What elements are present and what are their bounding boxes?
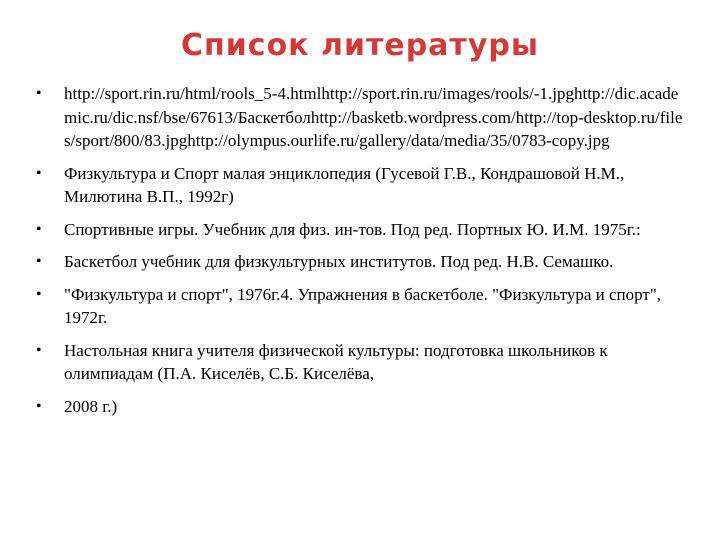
bullet-icon: • xyxy=(36,85,42,102)
list-item xyxy=(36,82,686,153)
bullet-icon: • xyxy=(36,397,42,415)
list-item xyxy=(36,283,686,330)
bullet-icon: • xyxy=(36,220,42,238)
reference-text: "Физкультура и спорт", 1976г.4. Упражнения в баскетболе. "Физкультура и спорт", 1972г. xyxy=(64,284,662,327)
list-item xyxy=(36,250,686,274)
list-item xyxy=(36,395,686,419)
reference-text: Баскетбол учебник для физкультурных институтов. Под ред. Н.В. Семашко. xyxy=(64,252,614,271)
list-item xyxy=(36,218,686,242)
bullet-icon: • xyxy=(36,341,42,359)
list-item xyxy=(36,339,686,386)
reference-text: Настольная книга учителя физической культуры: подготовка школьников к олимпиадам (П.А. Киселёв, С.Б. Киселёва, xyxy=(64,340,608,383)
bullet-icon: • xyxy=(36,164,42,182)
reference-text: 2008 г.) xyxy=(64,396,118,416)
list-item xyxy=(36,162,686,209)
reference-text: http://sport.rin.ru/html/rools_5-4.htmlhttp://sport.rin.ru/images/rools/-1.jpghttp://dic.academic.ru/dic.nsf/bse/67613/Баскетболhttp://basketb.wordpress.com/http://top-desktop.ru/files/sport/800/83.jpghttp://olympus.ourlife.ru/gallery/data/media/35/0783-copy.jpg xyxy=(64,84,683,150)
slide-title: Список литературы xyxy=(181,28,539,63)
bullet-icon: • xyxy=(36,253,42,270)
reference-list xyxy=(36,82,686,427)
reference-text: Физкультура и Спорт малая энциклопедия (Гусевой Г.В., Кондрашовой Н.М., Милютина В.П., 1992г) xyxy=(64,163,625,206)
reference-text: Спортивные игры. Учебник для физ. ин-тов. Под ред. Портных Ю. И.М. 1975г.: xyxy=(64,219,641,239)
bullet-icon: • xyxy=(36,285,42,303)
